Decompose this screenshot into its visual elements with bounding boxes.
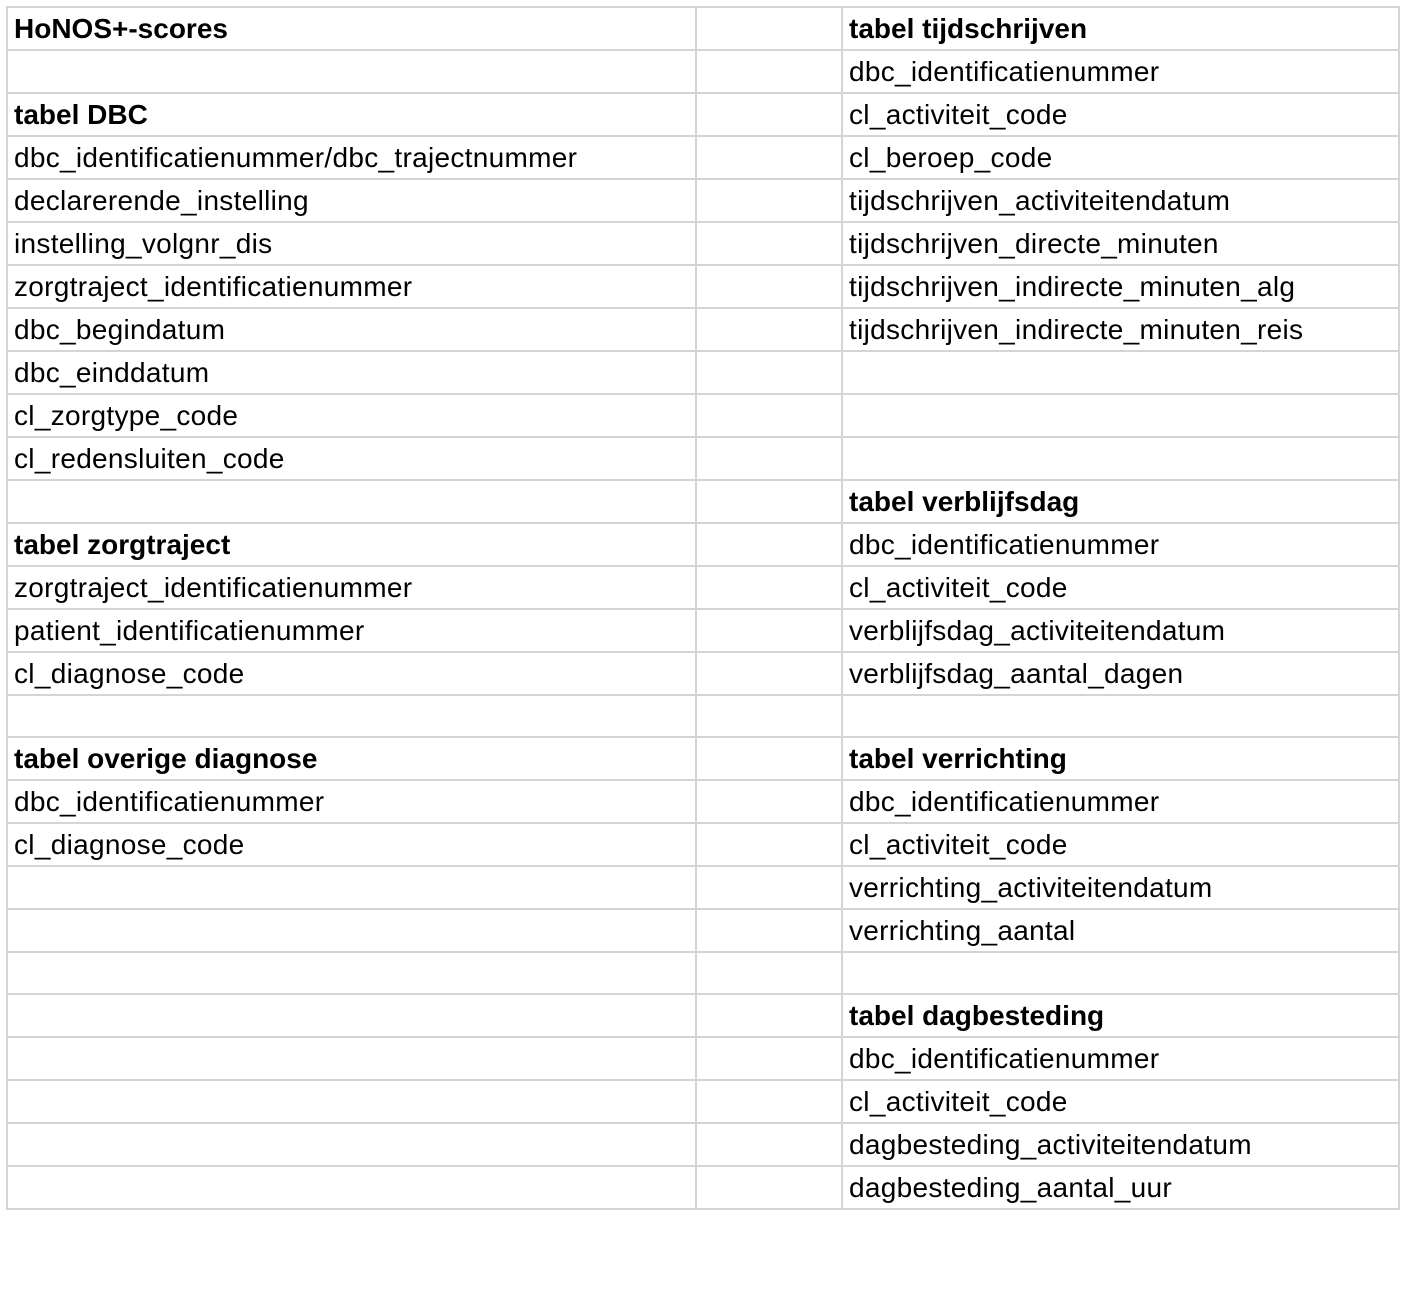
field-cell[interactable]: verrichting_aantal xyxy=(842,909,1399,952)
section-heading-cell[interactable]: tabel zorgtraject xyxy=(7,523,696,566)
table-row xyxy=(7,652,1399,695)
table-row xyxy=(7,7,1399,50)
field-cell[interactable]: instelling_volgnr_dis xyxy=(7,222,696,265)
field-cell[interactable] xyxy=(7,1123,696,1166)
field-cell[interactable]: cl_beroep_code xyxy=(842,136,1399,179)
field-cell[interactable]: dagbesteding_activiteitendatum xyxy=(842,1123,1399,1166)
empty-cell[interactable] xyxy=(696,50,842,93)
table-row xyxy=(7,394,1399,437)
empty-cell[interactable] xyxy=(696,222,842,265)
empty-cell[interactable] xyxy=(696,909,842,952)
field-cell[interactable]: cl_activiteit_code xyxy=(842,566,1399,609)
table-row xyxy=(7,1037,1399,1080)
empty-cell[interactable] xyxy=(696,737,842,780)
field-cell[interactable] xyxy=(7,50,696,93)
empty-cell[interactable] xyxy=(696,652,842,695)
field-cell[interactable]: dbc_identificatienummer xyxy=(7,780,696,823)
field-cell[interactable]: dbc_identificatienummer xyxy=(842,523,1399,566)
section-heading-cell[interactable]: tabel verblijfsdag xyxy=(842,480,1399,523)
table-row xyxy=(7,265,1399,308)
table-row xyxy=(7,566,1399,609)
empty-cell[interactable] xyxy=(696,351,842,394)
table-row xyxy=(7,523,1399,566)
section-heading-cell[interactable]: HoNOS+-scores xyxy=(7,7,696,50)
table-row xyxy=(7,609,1399,652)
field-cell[interactable] xyxy=(7,994,696,1037)
empty-cell[interactable] xyxy=(696,780,842,823)
spreadsheet-body xyxy=(7,7,1399,1209)
field-cell[interactable]: cl_activiteit_code xyxy=(842,823,1399,866)
section-heading-cell[interactable]: tabel DBC xyxy=(7,93,696,136)
empty-cell[interactable] xyxy=(696,1123,842,1166)
empty-cell[interactable] xyxy=(696,1037,842,1080)
table-row xyxy=(7,308,1399,351)
empty-cell[interactable] xyxy=(696,7,842,50)
field-cell[interactable]: declarerende_instelling xyxy=(7,179,696,222)
field-cell[interactable]: verblijfsdag_aantal_dagen xyxy=(842,652,1399,695)
field-cell[interactable] xyxy=(842,695,1399,737)
field-cell[interactable]: dbc_identificatienummer/dbc_trajectnummer xyxy=(7,136,696,179)
field-cell[interactable] xyxy=(842,394,1399,437)
section-heading-cell[interactable]: tabel overige diagnose xyxy=(7,737,696,780)
field-cell[interactable]: verblijfsdag_activiteitendatum xyxy=(842,609,1399,652)
empty-cell[interactable] xyxy=(696,566,842,609)
table-row xyxy=(7,780,1399,823)
empty-cell[interactable] xyxy=(696,695,842,737)
table-row xyxy=(7,952,1399,994)
table-row xyxy=(7,480,1399,523)
field-cell[interactable]: cl_activiteit_code xyxy=(842,1080,1399,1123)
empty-cell[interactable] xyxy=(696,179,842,222)
empty-cell[interactable] xyxy=(696,952,842,994)
empty-cell[interactable] xyxy=(696,265,842,308)
field-cell[interactable] xyxy=(7,1037,696,1080)
empty-cell[interactable] xyxy=(696,1166,842,1209)
field-cell[interactable]: verrichting_activiteitendatum xyxy=(842,866,1399,909)
field-cell[interactable] xyxy=(7,952,696,994)
field-cell[interactable] xyxy=(7,866,696,909)
table-row xyxy=(7,1123,1399,1166)
field-cell[interactable] xyxy=(7,909,696,952)
table-row xyxy=(7,1080,1399,1123)
field-cell[interactable]: tijdschrijven_activiteitendatum xyxy=(842,179,1399,222)
empty-cell[interactable] xyxy=(696,136,842,179)
table-row xyxy=(7,866,1399,909)
table-row xyxy=(7,823,1399,866)
field-cell[interactable]: dbc_identificatienummer xyxy=(842,50,1399,93)
table-row xyxy=(7,50,1399,93)
empty-cell[interactable] xyxy=(696,823,842,866)
table-row xyxy=(7,222,1399,265)
field-cell[interactable]: cl_zorgtype_code xyxy=(7,394,696,437)
section-heading-cell[interactable]: tabel dagbesteding xyxy=(842,994,1399,1037)
field-cell[interactable] xyxy=(7,695,696,737)
field-cell[interactable]: patient_identificatienummer xyxy=(7,609,696,652)
table-row xyxy=(7,695,1399,737)
section-heading-cell[interactable]: tabel tijdschrijven xyxy=(842,7,1399,50)
field-cell[interactable]: cl_redensluiten_code xyxy=(7,437,696,480)
field-cell[interactable]: tijdschrijven_indirecte_minuten_reis xyxy=(842,308,1399,351)
empty-cell[interactable] xyxy=(696,308,842,351)
spreadsheet-table xyxy=(6,6,1400,1210)
field-cell[interactable]: dbc_einddatum xyxy=(7,351,696,394)
table-row xyxy=(7,737,1399,780)
section-heading-cell[interactable]: tabel verrichting xyxy=(842,737,1399,780)
field-cell[interactable] xyxy=(7,1166,696,1209)
field-cell[interactable]: tijdschrijven_indirecte_minuten_alg xyxy=(842,265,1399,308)
field-cell[interactable]: cl_diagnose_code xyxy=(7,823,696,866)
field-cell[interactable]: zorgtraject_identificatienummer xyxy=(7,566,696,609)
field-cell[interactable]: dagbesteding_aantal_uur xyxy=(842,1166,1399,1209)
field-cell[interactable]: dbc_identificatienummer xyxy=(842,780,1399,823)
field-cell[interactable] xyxy=(842,351,1399,394)
field-cell[interactable] xyxy=(7,1080,696,1123)
table-row xyxy=(7,909,1399,952)
empty-cell[interactable] xyxy=(696,523,842,566)
empty-cell[interactable] xyxy=(696,480,842,523)
empty-cell[interactable] xyxy=(696,1080,842,1123)
empty-cell[interactable] xyxy=(696,994,842,1037)
empty-cell[interactable] xyxy=(696,609,842,652)
empty-cell[interactable] xyxy=(696,437,842,480)
field-cell[interactable]: tijdschrijven_directe_minuten xyxy=(842,222,1399,265)
table-row xyxy=(7,93,1399,136)
table-row xyxy=(7,351,1399,394)
field-cell[interactable]: cl_diagnose_code xyxy=(7,652,696,695)
field-cell[interactable] xyxy=(842,952,1399,994)
table-row xyxy=(7,1166,1399,1209)
table-row xyxy=(7,179,1399,222)
empty-cell[interactable] xyxy=(696,93,842,136)
field-cell[interactable] xyxy=(842,437,1399,480)
field-cell[interactable] xyxy=(7,480,696,523)
field-cell[interactable]: cl_activiteit_code xyxy=(842,93,1399,136)
empty-cell[interactable] xyxy=(696,866,842,909)
table-row xyxy=(7,437,1399,480)
empty-cell[interactable] xyxy=(696,394,842,437)
field-cell[interactable]: dbc_identificatienummer xyxy=(842,1037,1399,1080)
field-cell[interactable]: dbc_begindatum xyxy=(7,308,696,351)
field-cell[interactable]: zorgtraject_identificatienummer xyxy=(7,265,696,308)
table-row xyxy=(7,994,1399,1037)
table-row xyxy=(7,136,1399,179)
